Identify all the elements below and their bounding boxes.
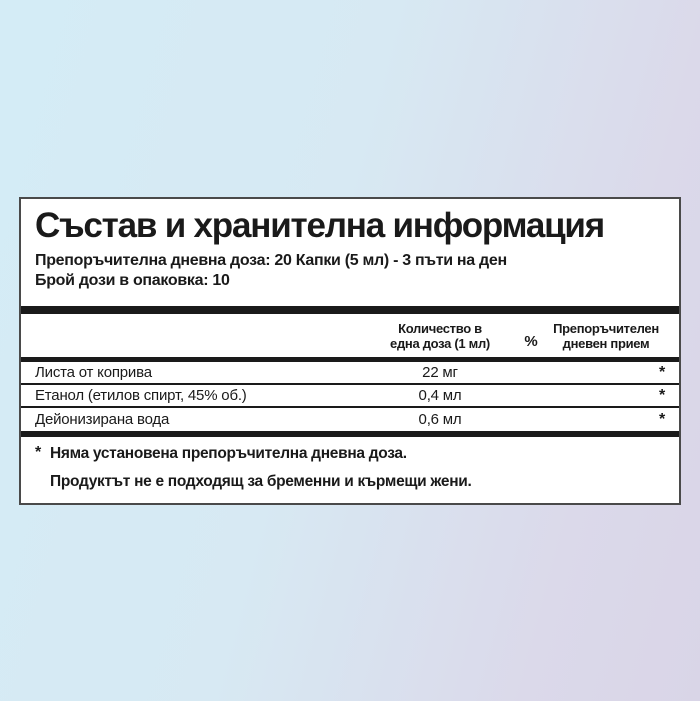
footnote-asterisk: * — [35, 444, 42, 461]
ingredient-daily-value: * — [658, 386, 665, 404]
ingredient-amount: 0,4 мл — [418, 387, 462, 404]
doses-per-package-line: Брой дози в опаковка: 10 — [35, 272, 230, 289]
table-row — [21, 385, 679, 408]
separator-bar-top — [21, 306, 679, 314]
header-amount-line-1: Количество в — [398, 320, 482, 336]
percent-sign: % — [524, 332, 538, 350]
header-recommended-daily-intake — [547, 321, 665, 351]
table-row — [21, 408, 679, 431]
header-daily-line-1: Препоръчителен — [553, 320, 659, 336]
nutrition-label-panel — [19, 197, 681, 505]
ingredient-name: Етанол (етилов спирт, 45% об.) — [35, 387, 247, 404]
header-daily-line-2: дневен прием — [562, 335, 650, 351]
header-amount-line-2: една доза (1 мл) — [390, 335, 490, 351]
ingredient-name: Дейонизирана вода — [35, 411, 170, 428]
ingredient-amount: 0,6 мл — [418, 411, 462, 428]
header-percent — [515, 321, 547, 351]
table-row — [21, 362, 679, 385]
ingredient-amount: 22 мг — [422, 364, 458, 381]
footnote-pregnancy-warning: Продуктът не е подходящ за бременни и кърмещи жени. — [50, 473, 472, 490]
ingredient-daily-value: * — [658, 363, 665, 381]
ingredient-daily-value: * — [658, 410, 665, 428]
footnotes — [21, 437, 679, 491]
label-title: Състав и хранителна информация — [35, 206, 604, 245]
table-header-row — [21, 314, 679, 357]
header-amount-per-dose — [365, 321, 515, 351]
ingredient-name: Листа от коприва — [35, 364, 152, 381]
recommended-daily-dose-line: Препоръчителна дневна доза: 20 Капки (5 мл) - 3 пъти на ден — [35, 252, 507, 269]
footnote-no-recommended-dose: Няма установена препоръчителна дневна доза. — [50, 445, 407, 462]
